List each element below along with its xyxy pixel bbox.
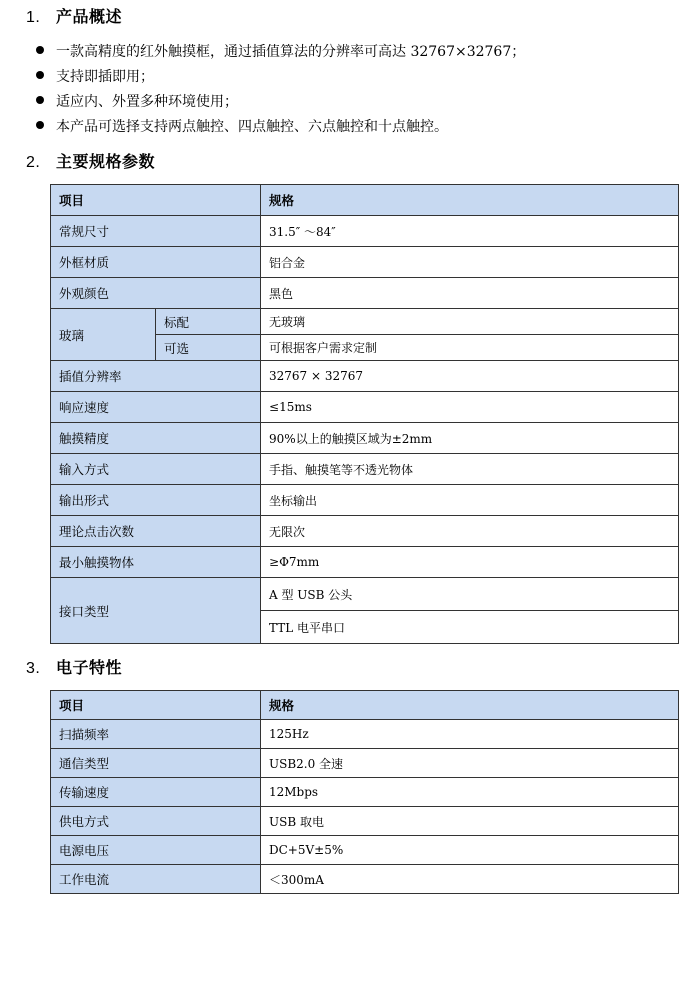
section-2-heading (26, 149, 155, 172)
bullet-dot-icon (36, 121, 44, 129)
row-value: 可根据客户需求定制 (261, 335, 679, 361)
electrical-table (50, 690, 679, 894)
row-value: USB 取电 (261, 807, 679, 836)
row-label: 外框材质 (51, 247, 261, 278)
section-1-number: 1. (26, 9, 41, 26)
row-value: ＜300mA (261, 865, 679, 894)
row-label: 接口类型 (51, 578, 261, 644)
table-row (51, 578, 679, 611)
table-row (51, 778, 679, 807)
row-label: 外观颜色 (51, 278, 261, 309)
row-value: TTL 电平串口 (261, 611, 679, 644)
bullet-dot-icon (36, 71, 44, 79)
row-value: ≥Φ7mm (261, 547, 679, 578)
section-2-title: 主要规格参数 (56, 152, 156, 171)
row-label: 最小触摸物体 (51, 547, 261, 578)
row-value: 坐标输出 (261, 485, 679, 516)
row-sublabel: 标配 (156, 309, 261, 335)
table-row (51, 278, 679, 309)
table-row (51, 454, 679, 485)
row-label: 理论点击次数 (51, 516, 261, 547)
table-row (51, 247, 679, 278)
section-1-heading (26, 4, 122, 27)
table-row (51, 836, 679, 865)
overview-bullet: 本产品可选择支持两点触控、四点触控、六点触控和十点触控。 (36, 115, 525, 140)
row-value: USB2.0 全速 (261, 749, 679, 778)
row-label: 常规尺寸 (51, 216, 261, 247)
spec-table (50, 184, 679, 644)
section-3-title: 电子特性 (56, 658, 123, 677)
table-row (51, 423, 679, 454)
row-value: 12Mbps (261, 778, 679, 807)
overview-bullet: 适应内、外置多种环境使用； (36, 90, 525, 115)
table-row (51, 516, 679, 547)
header-item-cell: 项目 (51, 185, 261, 216)
row-value: 无限次 (261, 516, 679, 547)
row-value: 31.5″ ～84″ (261, 216, 679, 247)
row-value: 125Hz (261, 720, 679, 749)
header-item-cell: 项目 (51, 691, 261, 720)
row-value: 手指、触摸笔等不透光物体 (261, 454, 679, 485)
overview-bullet: 支持即插即用； (36, 65, 525, 90)
row-label: 输入方式 (51, 454, 261, 485)
table-header-row (51, 691, 679, 720)
table-row (51, 216, 679, 247)
row-label: 工作电流 (51, 865, 261, 894)
row-label: 通信类型 (51, 749, 261, 778)
table-header-row (51, 185, 679, 216)
table-row (51, 547, 679, 578)
table-row (51, 865, 679, 894)
table-row (51, 749, 679, 778)
row-value: ≤15ms (261, 392, 679, 423)
section-2-number: 2. (26, 154, 41, 171)
bullet-dot-icon (36, 96, 44, 104)
row-label: 电源电压 (51, 836, 261, 865)
header-spec-cell: 规格 (261, 691, 679, 720)
row-label: 传输速度 (51, 778, 261, 807)
table-row (51, 807, 679, 836)
section-3-heading (26, 655, 122, 678)
row-label: 插值分辨率 (51, 361, 261, 392)
table-row (51, 392, 679, 423)
row-value: 无玻璃 (261, 309, 679, 335)
row-value: 黑色 (261, 278, 679, 309)
row-label: 响应速度 (51, 392, 261, 423)
row-label: 供电方式 (51, 807, 261, 836)
overview-bullet-list (36, 40, 525, 140)
row-value: 铝合金 (261, 247, 679, 278)
bullet-dot-icon (36, 46, 44, 54)
row-value: DC+5V±5% (261, 836, 679, 865)
section-3-number: 3. (26, 660, 41, 677)
row-value: 90%以上的触摸区域为±2mm (261, 423, 679, 454)
table-row (51, 485, 679, 516)
header-spec-cell: 规格 (261, 185, 679, 216)
row-label: 输出形式 (51, 485, 261, 516)
row-sublabel: 可选 (156, 335, 261, 361)
row-label: 玻璃 (51, 309, 156, 361)
table-row (51, 309, 679, 335)
row-label: 扫描频率 (51, 720, 261, 749)
row-label: 触摸精度 (51, 423, 261, 454)
table-row (51, 361, 679, 392)
row-value: 32767 × 32767 (261, 361, 679, 392)
row-value: A 型 USB 公头 (261, 578, 679, 611)
overview-bullet: 一款高精度的红外触摸框，通过插值算法的分辨率可高达 32767×32767； (36, 40, 525, 65)
section-1-title: 产品概述 (56, 7, 123, 26)
table-row (51, 720, 679, 749)
